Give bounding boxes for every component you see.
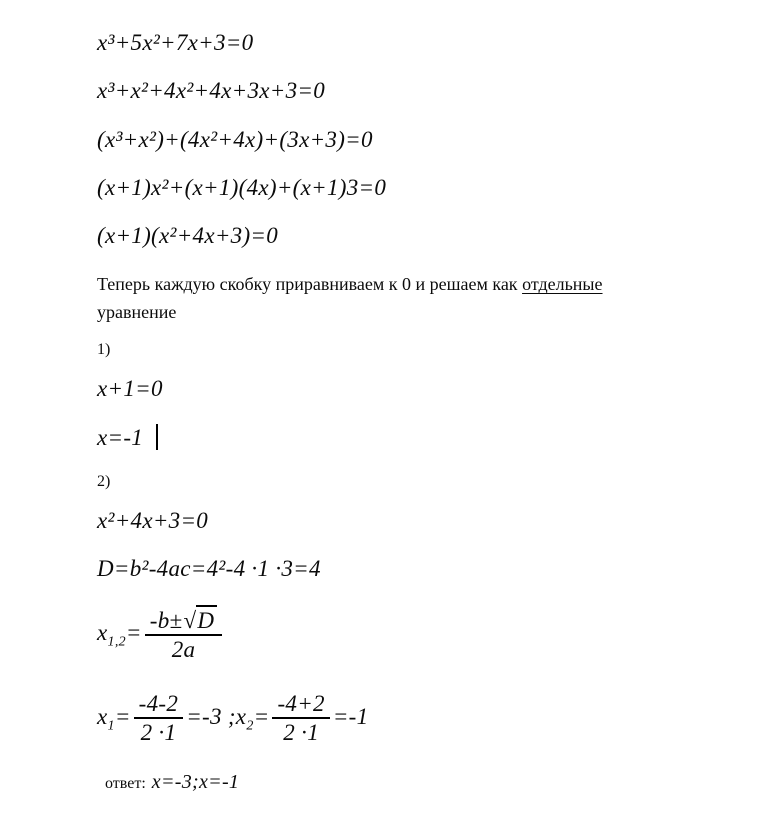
answer-label: ответ: xyxy=(105,775,146,793)
fraction-numerator xyxy=(145,605,223,635)
root2-result: =-1 xyxy=(332,703,369,729)
roots-separator: ; xyxy=(221,703,236,729)
case-2-label: 2) xyxy=(97,473,111,491)
text-cursor xyxy=(156,424,158,450)
equation-step-5: (x+1)(x²+4x+3)=0 xyxy=(97,223,279,249)
root2-fraction xyxy=(272,690,329,747)
explanation-text-after: уравнение xyxy=(97,302,177,323)
equation-step-3: (x³+x²)+(4x²+4x)+(3x+3)=0 xyxy=(97,126,373,152)
underlined-word: отдельные xyxy=(522,274,603,295)
case-1-root-line xyxy=(97,424,718,450)
equation-step-4: (x+1)x²+(x+1)(4x)+(x+1)3=0 xyxy=(97,174,387,200)
fraction-denominator: 2a xyxy=(145,634,223,664)
radicand: D xyxy=(196,605,217,635)
root2-fraction-numerator: -4+2 xyxy=(277,690,325,716)
root1-fraction-numerator: -4-2 xyxy=(138,690,179,716)
explanation-paragraph xyxy=(97,271,718,327)
root1-subscript: 1 xyxy=(107,718,115,734)
radical-symbol: √ xyxy=(183,607,197,633)
equation-step-1: x³+5x²+7x+3=0 xyxy=(97,30,254,55)
roots-calculation xyxy=(97,690,718,747)
root2-variable: x xyxy=(235,703,247,729)
discriminant-equation: D=b²-4ac=4²-4 ·1 ·3=4 xyxy=(97,556,321,582)
root2-subscript: 2 xyxy=(246,718,254,734)
formula-variable: x xyxy=(97,619,108,645)
root1-result: =-3 xyxy=(186,703,222,729)
root1-fraction xyxy=(134,690,184,747)
root1-equals-sign: = xyxy=(114,703,131,729)
root1-variable: x xyxy=(97,703,108,729)
explanation-text-before: Теперь каждую скобку приравниваем к 0 и решаем как xyxy=(97,274,523,295)
case-1-label: 1) xyxy=(97,341,111,359)
answer-math: x=-3;x=-1 xyxy=(151,771,240,794)
formula-fraction xyxy=(145,605,223,664)
answer-line xyxy=(97,771,718,794)
case-1-equation: x+1=0 xyxy=(97,375,163,401)
formula-equals-sign: = xyxy=(125,619,142,645)
root1-fraction-denominator: 2 ·1 xyxy=(134,717,184,747)
root2-equals-sign: = xyxy=(253,703,270,729)
case-1-root-text: x=-1 xyxy=(97,425,144,451)
quadratic-formula xyxy=(97,605,718,664)
numerator-prefix: -b± xyxy=(149,607,183,633)
equation-step-2: x³+x²+4x²+4x+3x+3=0 xyxy=(97,78,326,104)
case-2-equation: x²+4x+3=0 xyxy=(97,508,209,534)
formula-subscript: 1,2 xyxy=(107,634,126,650)
root2-fraction-denominator: 2 ·1 xyxy=(272,717,329,747)
